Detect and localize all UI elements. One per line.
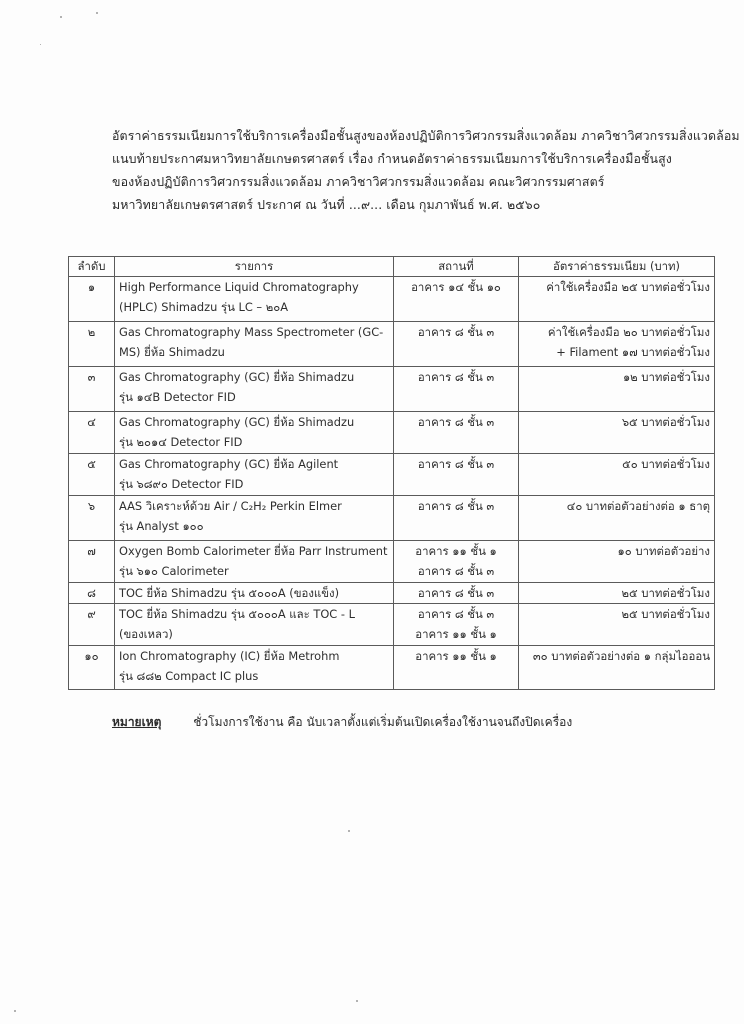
table-row (69, 412, 715, 454)
scan-speck (96, 12, 98, 14)
cell-item-line: MS) ยี่ห้อ Shimadzu (119, 345, 225, 359)
cell-item (115, 646, 394, 690)
cell-location (394, 454, 519, 496)
table-row (69, 367, 715, 412)
table-row (69, 541, 715, 583)
scan-speck (14, 1010, 16, 1012)
cell-item-line: Gas Chromatography (GC) ยี่ห้อ Shimadzu (119, 370, 355, 384)
cell-rate-line: ๑๒ บาทต่อชั่วโมง (622, 370, 710, 384)
cell-item (115, 496, 394, 541)
cell-item-line: รุ่น ๖๘๙๐ Detector FID (119, 477, 244, 491)
cell-index: ๓ (69, 367, 115, 412)
cell-rate-line: ๓๐ บาทต่อตัวอย่างต่อ ๑ กลุ่มไอออน (532, 649, 710, 663)
cell-location-line: อาคาร ๘ ชั้น ๓ (417, 607, 495, 621)
cell-location (394, 277, 519, 322)
cell-index: ๗ (69, 541, 115, 583)
table-body (69, 277, 715, 690)
cell-rate (519, 646, 715, 690)
header-item: รายการ (115, 257, 394, 277)
cell-index: ๖ (69, 496, 115, 541)
cell-location (394, 541, 519, 583)
cell-location (394, 496, 519, 541)
fee-table (68, 256, 715, 690)
cell-item-line: TOC ยี่ห้อ Shimadzu รุ่น ๕๐๐๐A และ TOC - L (119, 607, 355, 621)
cell-rate-line: ๑๐ บาทต่อตัวอย่าง (617, 544, 710, 558)
cell-item (115, 367, 394, 412)
table-row (69, 646, 715, 690)
table-header-row (69, 257, 715, 277)
heading-line: ของห้องปฏิบัติการวิศวกรรมสิ่งแวดล้อม ภาควิชาวิศวกรรมสิ่งแวดล้อม คณะวิศวกรรมศาสตร์ (112, 174, 605, 189)
cell-item-line: Gas Chromatography Mass Spectrometer (GC- (119, 325, 384, 339)
cell-item-line: Gas Chromatography (GC) ยี่ห้อ Shimadzu (119, 415, 355, 429)
scan-speck (356, 1000, 358, 1002)
cell-rate (519, 583, 715, 604)
cell-rate-line: ๒๕ บาทต่อชั่วโมง (621, 607, 710, 621)
table-row (69, 604, 715, 646)
cell-location (394, 322, 519, 367)
cell-location-line: อาคาร ๑๑ ชั้น ๑ (415, 627, 497, 641)
scan-speck (60, 16, 62, 18)
cell-rate-line: ค่าใช้เครื่องมือ ๒๐ บาทต่อชั่วโมง (547, 325, 710, 339)
cell-rate-line: ค่าใช้เครื่องมือ ๒๕ บาทต่อชั่วโมง (546, 280, 710, 294)
cell-item (115, 277, 394, 322)
cell-rate (519, 322, 715, 367)
cell-item (115, 322, 394, 367)
heading-line: อัตราค่าธรรมเนียมการใช้บริการเครื่องมือชั้นสูงของห้องปฏิบัติการวิศวกรรมสิ่งแวดล้อม ภาควิชาวิศวกรรมสิ่งแวดล้อม (112, 128, 740, 143)
table-row (69, 496, 715, 541)
cell-rate-line: ๒๕ บาทต่อชั่วโมง (621, 586, 710, 600)
cell-index: ๙ (69, 604, 115, 646)
cell-item-line: AAS วิเคราะห์ด้วย Air / C₂H₂ Perkin Elmer (119, 499, 342, 513)
cell-item-line: (HPLC) Shimadzu รุ่น LC – ๒๐A (119, 300, 288, 314)
cell-item-line: TOC ยี่ห้อ Shimadzu รุ่น ๕๐๐๐A (ของแข็ง) (119, 586, 340, 600)
cell-index: ๘ (69, 583, 115, 604)
cell-index: ๕ (69, 454, 115, 496)
cell-rate (519, 454, 715, 496)
cell-item (115, 454, 394, 496)
cell-location (394, 646, 519, 690)
cell-item-line: (ของเหลว) (119, 627, 173, 641)
cell-location-line: อาคาร ๘ ชั้น ๓ (417, 457, 495, 471)
table-row (69, 277, 715, 322)
header-index: ลำดับ (69, 257, 115, 277)
cell-location (394, 412, 519, 454)
cell-location-line: อาคาร ๘ ชั้น ๓ (417, 586, 495, 600)
cell-index: ๑๐ (69, 646, 115, 690)
document-heading (112, 124, 740, 216)
scan-speck (40, 44, 41, 45)
cell-item (115, 604, 394, 646)
cell-rate (519, 604, 715, 646)
cell-location-line: อาคาร ๘ ชั้น ๓ (417, 370, 495, 384)
table-row (69, 583, 715, 604)
cell-location (394, 367, 519, 412)
cell-location-line: อาคาร ๑๑ ชั้น ๑ (415, 544, 497, 558)
cell-location (394, 583, 519, 604)
header-rate: อัตราค่าธรรมเนียม (บาท) (519, 257, 715, 277)
footnote (112, 713, 572, 732)
cell-index: ๑ (69, 277, 115, 322)
cell-item-line: High Performance Liquid Chromatography (119, 280, 359, 294)
cell-rate (519, 277, 715, 322)
cell-item (115, 541, 394, 583)
cell-rate (519, 412, 715, 454)
cell-item-line: Oxygen Bomb Calorimeter ยี่ห้อ Parr Instrument (119, 544, 388, 558)
cell-rate-line: ๔๐ บาทต่อตัวอย่างต่อ ๑ ธาตุ (566, 499, 710, 513)
cell-location-line: อาคาร ๘ ชั้น ๓ (417, 499, 495, 513)
cell-rate-line: ๖๕ บาทต่อชั่วโมง (621, 415, 710, 429)
table-row (69, 322, 715, 367)
cell-location-line: อาคาร ๑๑ ชั้น ๑ (415, 649, 497, 663)
cell-rate-line: + Filament ๑๗ บาทต่อชั่วโมง (556, 345, 710, 359)
cell-item (115, 412, 394, 454)
scan-speck (348, 830, 350, 832)
footnote-label: หมายเหตุ (112, 715, 162, 729)
cell-rate (519, 496, 715, 541)
footnote-text: ชั่วโมงการใช้งาน คือ นับเวลาตั้งแต่เริ่มต้นเปิดเครื่องใช้งานจนถึงปิดเครื่อง (193, 715, 573, 729)
cell-location-line: อาคาร ๘ ชั้น ๓ (417, 415, 495, 429)
table-row (69, 454, 715, 496)
cell-location (394, 604, 519, 646)
cell-item-line: Gas Chromatography (GC) ยี่ห้อ Agilent (119, 457, 339, 471)
cell-item-line: รุ่น Analyst ๑๐๐ (119, 519, 204, 533)
cell-location-line: อาคาร ๘ ชั้น ๓ (417, 325, 495, 339)
cell-rate-line: ๕๐ บาทต่อชั่วโมง (622, 457, 710, 471)
heading-line: แนบท้ายประกาศมหาวิทยาลัยเกษตรศาสตร์ เรื่อง กำหนดอัตราค่าธรรมเนียมการใช้บริการเครื่องมือชั้นสูง (112, 151, 672, 166)
header-location: สถานที่ (394, 257, 519, 277)
cell-index: ๔ (69, 412, 115, 454)
cell-item-line: รุ่น ๑๔B Detector FID (119, 390, 236, 404)
cell-item-line: รุ่น ๖๑๐ Calorimeter (119, 564, 229, 578)
cell-item-line: Ion Chromatography (IC) ยี่ห้อ Metrohm (119, 649, 340, 663)
cell-item-line: รุ่น ๒๐๑๔ Detector FID (119, 435, 243, 449)
cell-location-line: อาคาร ๘ ชั้น ๓ (417, 564, 495, 578)
cell-index: ๒ (69, 322, 115, 367)
cell-location-line: อาคาร ๑๔ ชั้น ๑๐ (411, 280, 501, 294)
cell-item-line: รุ่น ๘๘๒ Compact IC plus (119, 669, 259, 683)
cell-rate (519, 367, 715, 412)
heading-line: มหาวิทยาลัยเกษตรศาสตร์ ประกาศ ณ วันที่ ...๙... เดือน กุมภาพันธ์ พ.ศ. ๒๕๖๐ (112, 197, 541, 212)
cell-item (115, 583, 394, 604)
cell-rate (519, 541, 715, 583)
